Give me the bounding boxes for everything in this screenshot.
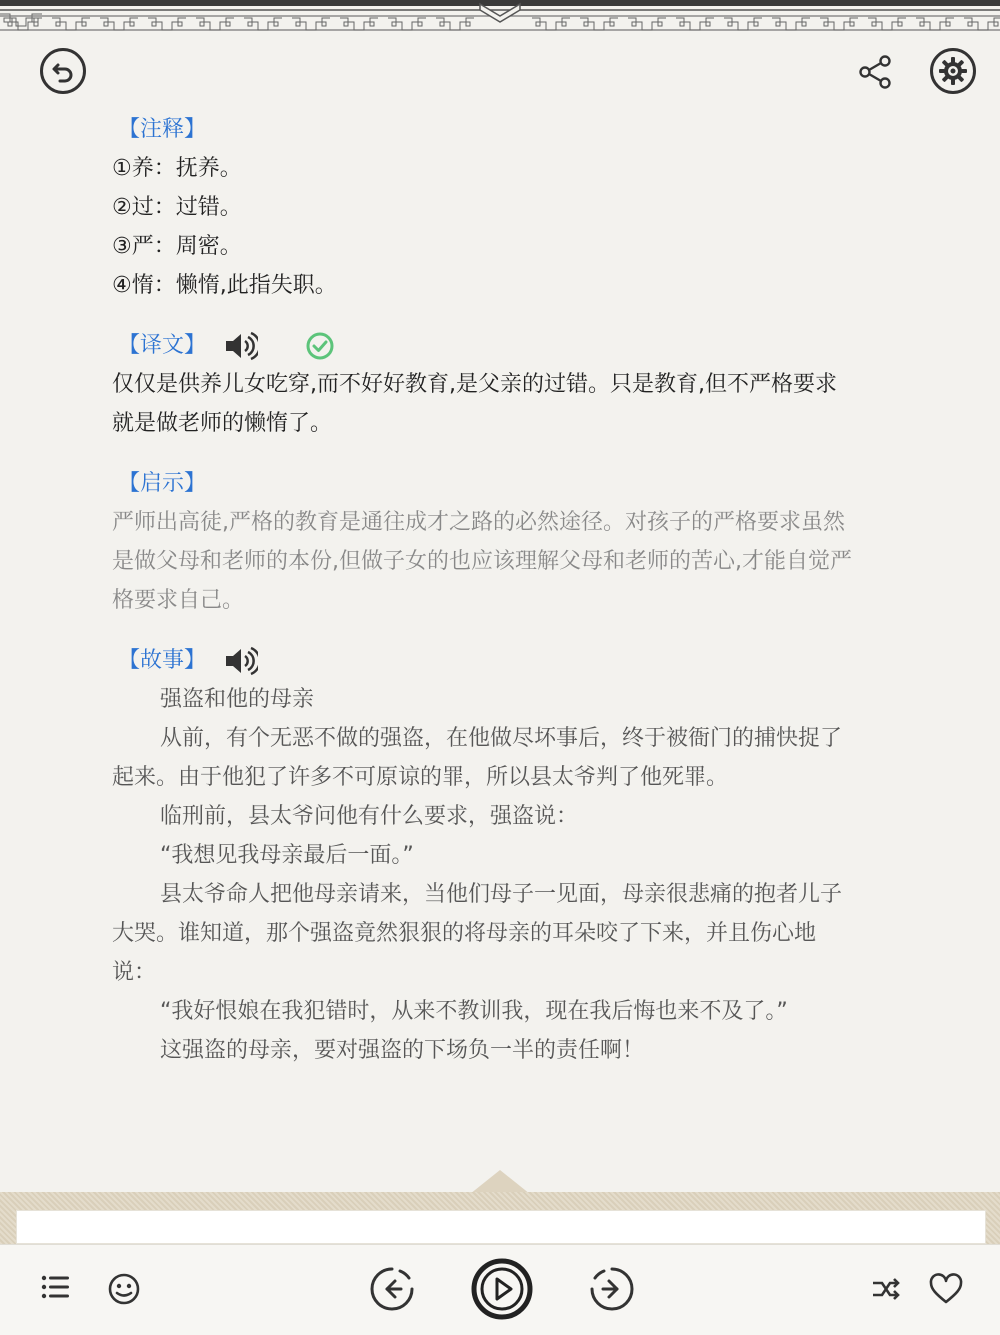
top-decorative-border: [0, 0, 1000, 40]
gear-icon: [937, 55, 969, 87]
list-button[interactable]: [38, 1269, 74, 1305]
next-button[interactable]: [588, 1265, 636, 1313]
story-line: 起来。由于他犯了许多不可原谅的罪，所以县太爷判了他死罪。: [112, 765, 729, 790]
toolbar-notch: [470, 1170, 530, 1194]
previous-icon: [369, 1266, 415, 1312]
speaker-icon[interactable]: [224, 646, 258, 676]
enlightenment-line: 是做父母和老师的本份,但做子女的也应该理解父母和老师的苦心,才能自觉严: [112, 549, 852, 574]
story-line: “我想见我母亲最后一面。”: [160, 843, 414, 868]
bottom-input-strip[interactable]: [16, 1210, 986, 1244]
story-line: 说：: [112, 960, 157, 985]
enlightenment-line: 格要求自己。: [112, 588, 245, 613]
speaker-icon[interactable]: [224, 331, 258, 361]
check-circle-icon[interactable]: [306, 332, 334, 360]
shuffle-icon: [870, 1273, 902, 1305]
face-button[interactable]: [104, 1269, 144, 1309]
bottom-toolbar: [0, 1244, 1000, 1335]
next-icon: [589, 1266, 635, 1312]
story-title: 强盗和他的母亲: [160, 687, 315, 712]
shuffle-button[interactable]: [868, 1271, 904, 1307]
heart-icon: [928, 1272, 964, 1306]
note-item: ④惰：懒惰,此指失职。: [112, 273, 337, 298]
face-icon: [107, 1272, 141, 1306]
back-button[interactable]: [40, 48, 86, 94]
share-button[interactable]: [856, 52, 896, 92]
story-heading: 【故事】: [118, 641, 902, 680]
story-line: 这强盗的母亲，要对强盗的下场负一半的责任啊！: [160, 1038, 645, 1063]
notes-heading: 【注释】: [118, 117, 207, 142]
share-icon: [856, 52, 896, 92]
enlightenment-line: 严师出高徒,严格的教育是通往成才之路的必然途径。对孩子的严格要求虽然: [112, 510, 845, 535]
enlightenment-heading: 【启示】: [118, 471, 207, 496]
previous-button[interactable]: [368, 1265, 416, 1313]
note-item: ②过：过错。: [112, 195, 242, 220]
play-icon: [470, 1257, 534, 1321]
note-item: ①养：抚养。: [112, 156, 242, 181]
story-line: 从前，有个无恶不做的强盗，在他做尽坏事后，终于被衙门的捕快捉了: [160, 726, 843, 751]
story-line: 县太爷命人把他母亲请来，当他们母子一见面，母亲很悲痛的抱者儿子: [160, 882, 843, 907]
note-item: ③严：周密。: [112, 234, 242, 259]
story-line: “我好恨娘在我犯错时，从来不教训我，现在我后悔也来不及了。”: [160, 999, 788, 1024]
list-icon: [40, 1271, 72, 1303]
translation-heading: 【译文】: [118, 326, 902, 365]
story-line: 大哭。谁知道，那个强盗竟然狠狠的将母亲的耳朵咬了下来，并且伤心地: [112, 921, 817, 946]
translation-line: 仅仅是供养儿女吃穿,而不好好教育,是父亲的过错。只是教育,但不严格要求: [112, 372, 837, 397]
back-arrow-circle-icon: [49, 57, 77, 85]
story-line: 临刑前，县太爷问他有什么要求，强盗说：: [160, 804, 579, 829]
play-button[interactable]: [470, 1257, 534, 1321]
translation-line: 就是做老师的懒惰了。: [112, 411, 333, 436]
favorite-button[interactable]: [926, 1269, 966, 1309]
article-content: [112, 110, 902, 1070]
settings-button[interactable]: [930, 48, 976, 94]
